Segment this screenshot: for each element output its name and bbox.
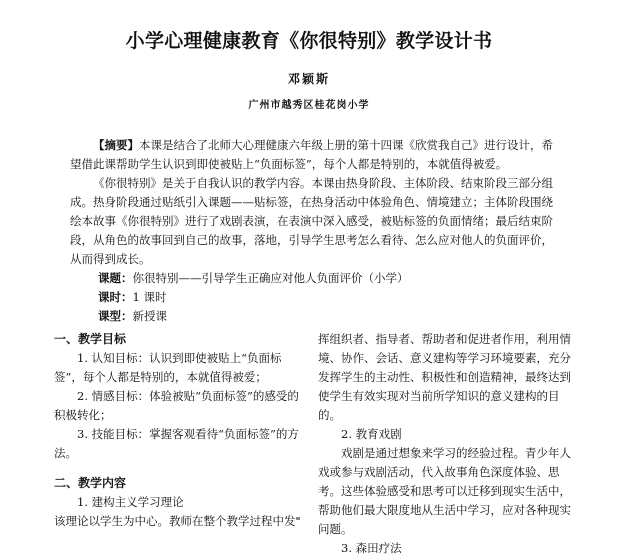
section-gap: [54, 463, 300, 474]
content-item-1-text: 该理论以学生为中心。教师在整个教学过程中发: [54, 514, 296, 528]
author-affiliation: 广州市越秀区桂花岗小学: [248, 100, 370, 111]
abstract-paragraph-2: 《你很特别》是关于自我认识的教学内容。本课由热身阶段、主体阶段、结束阶段三部分组成。热身阶段通过贴纸引入课题——贴标签，在热身活动中体验角色、情境建立；主体阶段围绕绘本故事《你很特别》进行了戏剧表演，在表演中深入感受，被贴标签的负面情绪；最后结束阶段，从角色的故事回到自己的故事，落地，引导学生思考怎么看待、怎么应对他人的负面评价，从而得到成长。: [70, 176, 553, 266]
topic-label: 课题：: [98, 271, 133, 285]
topic-line: [70, 269, 554, 288]
page-marker: [296, 517, 300, 520]
type-line: [70, 307, 554, 326]
hours-label: 课时：: [98, 290, 133, 304]
type-value: 新授课: [132, 309, 167, 323]
author-name: 邓颖斯: [287, 72, 330, 86]
goal-skill: 3. 技能目标：掌握客观看待“负面标签”的方法。: [54, 427, 299, 460]
document-title: 小学心理健康教育《你很特别》教学设计书: [125, 30, 493, 52]
goal-cognitive: 1. 认知目标：认识到即使被贴上“负面标签”，每个人都是特别的，本就值得被爱；: [54, 351, 282, 384]
type-label: 课型：: [98, 309, 133, 323]
goal-emotional: 2. 情感目标：体验被贴“负面标签”的感受的积极转化；: [54, 389, 299, 422]
hours-line: [70, 288, 554, 307]
topic-value: 你很特别——引导学生正确应对他人负面评价（小学）: [132, 271, 409, 285]
content-item-3-heading: 3. 森田疗法: [341, 541, 402, 555]
content-item-1-continued: 挥组织者、指导者、帮助者和促进者作用，利用情境、协作、会话、意义建构等学习环境要素，充分发挥学生的主动性、积极性和创造精神，最终达到使学生有效实现对当前所学知识的意义建构的目的。: [318, 332, 571, 422]
abstract-paragraph-1: [70, 136, 554, 174]
abstract-block: [70, 136, 554, 326]
abstract-text-1: 本课是结合了北师大心理健康六年级上册的第十四课《欣赏我自己》进行设计，希望借此课帮助学生认识到即使被贴上“负面标签”，每个人都是特别的，本就值得被爱。: [70, 138, 553, 171]
hours-value: 1 课时: [132, 290, 167, 304]
left-column: [54, 330, 300, 531]
abstract-label: 【摘要】: [93, 138, 139, 152]
section-heading-goals: 一、教学目标: [54, 332, 127, 346]
section-heading-content: 二、教学内容: [54, 476, 127, 490]
content-item-2-text: 戏剧是通过想象来学习的经验过程。青少年人戏或参与戏剧活动，代入故事角色深度体验、思考。这些体验感受和思考可以迁移到现实生活中，帮助他们最大限度地从生活中学习，应对各种现实问题。: [318, 446, 571, 536]
content-item-2-heading: 2. 教育戏剧: [341, 427, 402, 441]
content-item-1-heading: 1. 建构主义学习理论: [77, 495, 184, 509]
